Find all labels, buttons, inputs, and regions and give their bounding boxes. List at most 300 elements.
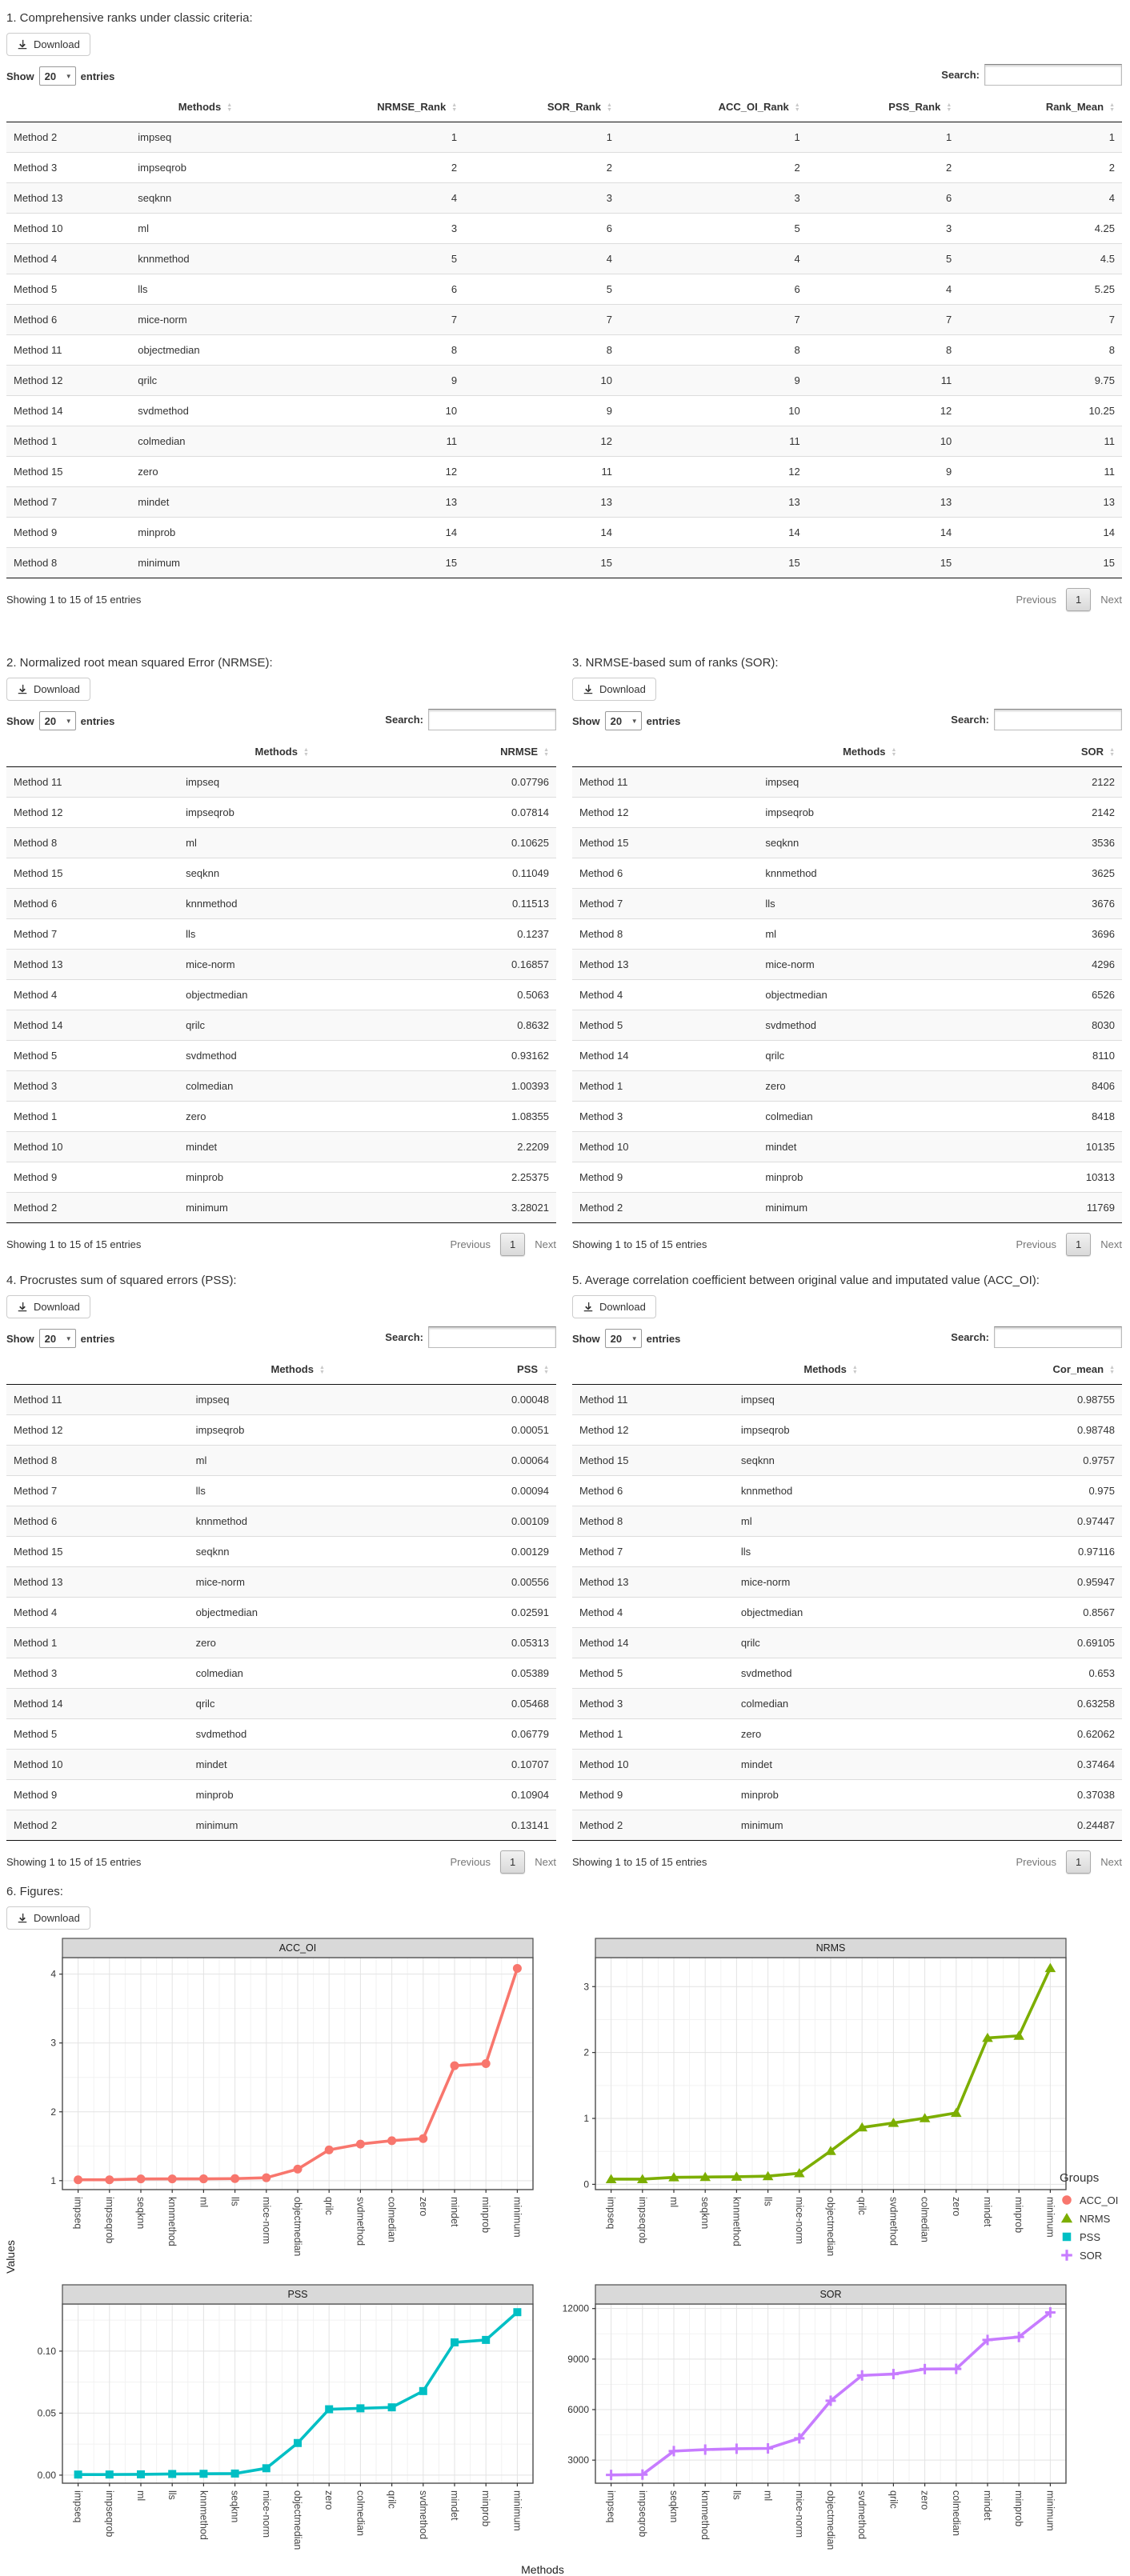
next-button[interactable]: Next	[1100, 594, 1122, 606]
cell-method: colmedian	[138, 435, 186, 447]
row-label: Method 4	[579, 989, 623, 1001]
cell-value: 0.98755	[1077, 1394, 1115, 1406]
cell-method: knnmethod	[195, 1515, 247, 1527]
figures-plot	[3, 1938, 1122, 2576]
show-label: Show	[6, 1332, 34, 1345]
cell-value: 6	[946, 192, 952, 204]
row-label: Method 4	[579, 1606, 623, 1618]
entries-label: entries	[80, 714, 115, 727]
page-number-button[interactable]: 1	[1066, 588, 1091, 611]
column-header-sor[interactable]: SOR ▲ ▼	[981, 737, 1122, 767]
row-label: Method 3	[579, 1110, 623, 1122]
previous-button[interactable]: Previous	[1016, 1856, 1057, 1868]
cell-value: 13	[600, 496, 612, 508]
cell-method: minimum	[138, 557, 181, 569]
row-label: Method 8	[14, 837, 58, 849]
cell-value: 0.37464	[1077, 1758, 1115, 1770]
cell-value: 1.00393	[511, 1080, 549, 1092]
row-label: Method 12	[579, 806, 629, 818]
cell-method: knnmethod	[765, 867, 817, 879]
x-tick-label: seqknn	[699, 2197, 711, 2230]
x-tick-label: minimum	[511, 2490, 523, 2531]
cell-method: lls	[195, 1485, 206, 1497]
row-label: Method 7	[14, 1485, 58, 1497]
row-label: Method 14	[579, 1050, 629, 1062]
download-button[interactable]: Download	[572, 1295, 656, 1318]
search-input[interactable]	[428, 1326, 556, 1348]
cell-value: 4.25	[1094, 222, 1115, 234]
sort-icon: ▲ ▼	[303, 746, 309, 758]
cor-mean-table	[572, 1354, 1122, 1841]
cell-value: 8	[451, 344, 458, 356]
next-button[interactable]: Next	[535, 1856, 556, 1868]
table-row	[6, 518, 1122, 548]
section-title: 3. NRMSE-based sum of ranks (SOR):	[572, 656, 779, 670]
cell-method: impseqrob	[765, 806, 815, 818]
cell-method: mindet	[138, 496, 170, 508]
table-row	[6, 1193, 556, 1223]
download-button[interactable]: Download	[6, 1295, 90, 1318]
x-tick-label: ml	[762, 2490, 774, 2502]
show-label: Show	[6, 70, 34, 82]
panel-acc-oi	[27, 1938, 539, 2284]
cell-value: 15	[940, 557, 952, 569]
x-tick-label: seqknn	[668, 2490, 679, 2523]
cell-value: 0.9757	[1083, 1454, 1115, 1466]
cell-method: minimum	[186, 1202, 228, 1214]
column-header-sor-rank[interactable]: SOR_Rank ▲ ▼	[464, 92, 619, 122]
sort-icon: ▲ ▼	[543, 746, 549, 758]
table-row	[6, 1628, 556, 1658]
cell-method: qrilc	[765, 1050, 785, 1062]
cell-value: 8	[606, 344, 612, 356]
table-row	[572, 1162, 1122, 1193]
x-tick-label: seqknn	[135, 2197, 146, 2230]
cell-value: 0.1237	[517, 928, 549, 940]
table-row	[6, 457, 1122, 487]
table-row	[572, 1537, 1122, 1567]
svg-text:3: 3	[583, 1981, 589, 1993]
table-row	[6, 919, 556, 950]
cell-value: 1	[946, 131, 952, 143]
cell-value: 2.25375	[511, 1171, 549, 1183]
cell-value: 0.00556	[511, 1576, 549, 1588]
cell-value: 15	[600, 557, 612, 569]
row-label: Method 7	[14, 928, 58, 940]
row-label: Method 11	[14, 344, 62, 356]
cell-value: 2122	[1092, 776, 1115, 788]
column-header-nrmse-rank[interactable]: NRMSE_Rank ▲ ▼	[280, 92, 465, 122]
cell-method: lls	[138, 283, 148, 295]
row-label: Method 10	[14, 222, 63, 234]
section-nrmse	[6, 650, 556, 1256]
cell-value: 3696	[1092, 928, 1115, 940]
cell-value: 10	[788, 405, 800, 417]
cell-value: 0.8632	[517, 1019, 549, 1031]
cell-value: 11	[601, 466, 612, 478]
cell-value: 5	[451, 253, 458, 265]
table-row	[572, 1102, 1122, 1132]
row-label: Method 9	[14, 526, 58, 538]
x-tick-label: mindet	[982, 2490, 993, 2521]
cell-value: 8110	[1092, 1050, 1115, 1062]
column-header-rowname	[6, 92, 130, 122]
cell-method: mice-norm	[765, 958, 815, 970]
sor-table	[572, 737, 1122, 1223]
row-label: Method 9	[579, 1789, 623, 1801]
table-row	[572, 1598, 1122, 1628]
cell-method: mice-norm	[138, 314, 187, 326]
x-tick-label: seqknn	[229, 2490, 241, 2523]
row-label: Method 14	[14, 1019, 63, 1031]
row-label: Method 3	[14, 1080, 58, 1092]
cell-value: 5	[606, 283, 612, 295]
table-row	[6, 548, 1122, 578]
x-tick-label: mice-norm	[793, 2490, 805, 2538]
table-row	[6, 1162, 556, 1193]
cell-value: 0.98748	[1077, 1424, 1115, 1436]
cell-method: ml	[138, 222, 149, 234]
cell-method: minprob	[138, 526, 176, 538]
cell-value: 14	[1103, 526, 1115, 538]
acc-oi-chart	[27, 1938, 539, 2284]
cell-value: 9	[946, 466, 952, 478]
cell-value: 14	[445, 526, 458, 538]
x-tick-label: minimum	[1044, 2490, 1056, 2531]
cell-method: zero	[765, 1080, 786, 1092]
table-row	[572, 1719, 1122, 1750]
x-tick-label: svdmethod	[888, 2197, 900, 2246]
cell-value: 8	[946, 344, 952, 356]
sort-icon: ▲ ▼	[794, 102, 800, 113]
download-icon	[583, 1302, 594, 1313]
svg-text:2: 2	[583, 2046, 589, 2058]
row-label: Method 4	[14, 1606, 58, 1618]
x-tick-label: mice-norm	[260, 2490, 272, 2538]
row-label: Method 9	[579, 1171, 623, 1183]
table-row	[6, 1041, 556, 1071]
cell-value: 3	[794, 192, 800, 204]
row-label: Method 5	[14, 283, 58, 295]
previous-button[interactable]: Previous	[450, 1238, 491, 1250]
search-input[interactable]	[428, 709, 556, 730]
row-label: Method 1	[579, 1080, 623, 1092]
x-tick-label: lls	[731, 2490, 743, 2500]
next-button[interactable]: Next	[1100, 1856, 1122, 1868]
show-label: Show	[572, 714, 600, 727]
table-row	[572, 1780, 1122, 1810]
table-row	[572, 767, 1122, 798]
table-row	[6, 1132, 556, 1162]
previous-button[interactable]: Previous	[1016, 1238, 1057, 1250]
page-size-select[interactable]: 20 ▼	[39, 66, 76, 86]
search-input[interactable]	[984, 64, 1122, 86]
row-label: Method 12	[14, 374, 63, 386]
panel-nrms	[560, 1938, 1072, 2284]
section-title: 2. Normalized root mean squared Error (NRMSE):	[6, 656, 273, 670]
table-row	[6, 1385, 556, 1415]
cell-method: impseq	[186, 776, 220, 788]
facet-strip-title: PSS	[287, 2289, 308, 2300]
x-tick-label: knnmethod	[166, 2197, 178, 2246]
chevron-down-icon: ▼	[631, 1334, 638, 1342]
cell-value: 3676	[1092, 898, 1115, 910]
cell-method: objectmedian	[138, 344, 200, 356]
legend-title: Groups	[1060, 2171, 1100, 2185]
row-label: Method 8	[579, 1515, 623, 1527]
page-number-button[interactable]: 1	[1066, 1850, 1091, 1874]
legend-label: SOR	[1080, 2249, 1103, 2262]
cell-value: 13	[788, 496, 800, 508]
column-header-rowname	[6, 1354, 189, 1385]
cell-value: 0.00048	[511, 1394, 549, 1406]
table-row	[6, 366, 1122, 396]
previous-button[interactable]: Previous	[1016, 594, 1057, 606]
cell-value: 4	[794, 253, 800, 265]
row-label: Method 2	[579, 1202, 623, 1214]
page-size-select[interactable]: 20 ▼	[605, 1329, 642, 1348]
svg-text:2: 2	[50, 2106, 56, 2118]
table-footer	[6, 588, 1122, 611]
row-label: Method 5	[579, 1667, 623, 1679]
cell-value: 0.00051	[511, 1424, 549, 1436]
cell-method: colmedian	[740, 1698, 789, 1710]
section-title: 5. Average correlation coefficient between original value and imputated value (ACC_OI):	[572, 1274, 1040, 1287]
row-label: Method 6	[14, 1515, 58, 1527]
cell-value: 1.08355	[511, 1110, 549, 1122]
page-number-button[interactable]: 1	[1066, 1233, 1091, 1256]
table-row	[572, 919, 1122, 950]
table-row	[572, 1628, 1122, 1658]
table-row	[572, 1567, 1122, 1598]
row-label: Method 11	[14, 776, 62, 788]
cell-value: 0.11513	[511, 898, 549, 910]
x-tick-label: ml	[198, 2197, 210, 2208]
table-row	[6, 426, 1122, 457]
cell-method: ml	[765, 928, 777, 940]
row-label: Method 10	[579, 1141, 629, 1153]
x-tick-label: colmedian	[355, 2490, 367, 2536]
table-row	[6, 828, 556, 858]
facet-strip-title: ACC_OI	[278, 1942, 317, 1954]
cell-method: ml	[186, 837, 197, 849]
column-header-cor-mean[interactable]: Cor_mean ▲ ▼	[928, 1354, 1122, 1385]
row-label: Method 9	[14, 1171, 58, 1183]
cell-value: 9	[451, 374, 458, 386]
cell-method: impseq	[138, 131, 172, 143]
row-label: Method 3	[14, 1667, 58, 1679]
page-size-select[interactable]: 20 ▼	[39, 1329, 76, 1348]
cell-value: 0.63258	[1077, 1698, 1115, 1710]
cell-value: 6	[794, 283, 800, 295]
row-label: Method 1	[14, 435, 58, 447]
next-button[interactable]: Next	[535, 1238, 556, 1250]
column-header-methods[interactable]: Methods ▲ ▼	[758, 737, 981, 767]
row-label: Method 15	[579, 837, 629, 849]
cell-method: colmedian	[195, 1667, 243, 1679]
table-row	[6, 1446, 556, 1476]
table-info: Showing 1 to 15 of 15 entries	[572, 1238, 707, 1250]
cell-value: 8418	[1092, 1110, 1115, 1122]
search-input[interactable]	[994, 709, 1122, 730]
page-size-select[interactable]: 20 ▼	[605, 711, 642, 730]
svg-text:0.05: 0.05	[37, 2407, 56, 2419]
row-label: Method 13	[14, 192, 63, 204]
x-tick-label: objectmedian	[825, 2490, 836, 2550]
entries-label: entries	[646, 1332, 681, 1345]
section-pss	[6, 1267, 556, 1874]
column-header-pss[interactable]: PSS ▲ ▼	[407, 1354, 556, 1385]
download-button[interactable]: Download	[6, 678, 90, 701]
column-header-methods[interactable]: Methods ▲ ▼	[130, 92, 279, 122]
x-tick-label: qrilc	[856, 2197, 868, 2215]
cell-value: 5	[946, 253, 952, 265]
row-label: Method 8	[14, 1454, 58, 1466]
cell-value: 14	[788, 526, 800, 538]
cell-method: mindet	[195, 1758, 227, 1770]
cell-method: impseqrob	[138, 162, 186, 174]
table-row	[6, 767, 556, 798]
table-row	[6, 798, 556, 828]
cell-value: 0.05313	[511, 1637, 549, 1649]
x-tick-label: ml	[668, 2197, 679, 2208]
x-tick-label: impseqrob	[103, 2197, 115, 2244]
table-row	[6, 1537, 556, 1567]
download-button[interactable]: Download	[572, 678, 656, 701]
table-row	[6, 1598, 556, 1628]
column-header-acc-oi-rank[interactable]: ACC_OI_Rank ▲ ▼	[619, 92, 807, 122]
cell-value: 0.06779	[511, 1728, 549, 1740]
x-tick-label: objectmedian	[825, 2197, 836, 2257]
section-title: 6. Figures:	[6, 1885, 63, 1898]
column-header-rowname	[6, 737, 178, 767]
cell-method: impseq	[195, 1394, 230, 1406]
cell-value: 2142	[1092, 806, 1115, 818]
row-label: Method 13	[14, 1576, 63, 1588]
row-label: Method 12	[579, 1424, 629, 1436]
column-header-rank-mean[interactable]: Rank_Mean ▲ ▼	[959, 92, 1122, 122]
download-button[interactable]: Download	[6, 1906, 90, 1930]
svg-text:4: 4	[50, 1968, 56, 1980]
cell-method: lls	[765, 898, 775, 910]
next-button[interactable]: Next	[1100, 1238, 1122, 1250]
column-header-methods[interactable]: Methods ▲ ▼	[734, 1354, 928, 1385]
x-tick-label: knnmethod	[731, 2197, 743, 2246]
table-info: Showing 1 to 15 of 15 entries	[6, 1856, 142, 1868]
cell-method: ml	[740, 1515, 752, 1527]
row-label: Method 2	[579, 1819, 623, 1831]
search-input[interactable]	[994, 1326, 1122, 1348]
download-icon	[17, 1302, 28, 1313]
cell-method: svdmethod	[195, 1728, 247, 1740]
x-tick-label: impseqrob	[103, 2490, 115, 2538]
cell-value: 0.00109	[511, 1515, 549, 1527]
cell-value: 0.37038	[1077, 1789, 1115, 1801]
cell-value: 11	[1104, 466, 1115, 478]
table-row	[6, 335, 1122, 366]
cell-value: 3	[451, 222, 458, 234]
row-label: Method 8	[579, 928, 623, 940]
x-tick-label: svdmethod	[355, 2197, 367, 2246]
cell-method: objectmedian	[740, 1606, 803, 1618]
sor-chart	[560, 2284, 1072, 2563]
pss-chart	[27, 2284, 539, 2563]
row-label: Method 7	[14, 496, 58, 508]
cell-method: qrilc	[138, 374, 158, 386]
table-row	[572, 828, 1122, 858]
row-label: Method 4	[14, 253, 58, 265]
table-row	[6, 950, 556, 980]
column-header-pss-rank[interactable]: PSS_Rank ▲ ▼	[807, 92, 960, 122]
cell-value: 2	[451, 162, 458, 174]
column-header-methods[interactable]: Methods ▲ ▼	[178, 737, 385, 767]
cell-value: 0.00094	[511, 1485, 549, 1497]
cell-value: 4	[606, 253, 612, 265]
column-header-methods[interactable]: Methods ▲ ▼	[189, 1354, 407, 1385]
cell-method: mindet	[740, 1758, 772, 1770]
cell-value: 4296	[1092, 958, 1115, 970]
x-tick-label: mice-norm	[260, 2197, 272, 2245]
cell-value: 5.25	[1094, 283, 1115, 295]
cell-method: objectmedian	[765, 989, 827, 1001]
svg-text:0.00: 0.00	[37, 2469, 56, 2481]
x-axis-title: Methods	[521, 2563, 564, 2576]
download-icon	[583, 684, 594, 695]
entries-label: entries	[80, 1332, 115, 1345]
column-header-rowname	[572, 1354, 734, 1385]
x-tick-label: zero	[417, 2197, 429, 2217]
facet-strip-title: SOR	[819, 2289, 842, 2300]
cell-value: 3	[946, 222, 952, 234]
row-label: Method 15	[14, 867, 63, 879]
row-label: Method 2	[14, 1202, 58, 1214]
x-tick-label: impseqrob	[636, 2197, 648, 2244]
table-row	[572, 1810, 1122, 1841]
cell-value: 8	[794, 344, 800, 356]
page-number-button[interactable]: 1	[500, 1850, 525, 1874]
cell-value: 1	[451, 131, 458, 143]
row-label: Method 9	[14, 1789, 58, 1801]
cell-method: zero	[740, 1728, 762, 1740]
cell-value: 10313	[1085, 1171, 1115, 1183]
cell-value: 2.2209	[517, 1141, 549, 1153]
cell-value: 12	[940, 405, 952, 417]
table-row	[6, 1810, 556, 1841]
table-row	[572, 1132, 1122, 1162]
entries-label: entries	[80, 70, 115, 82]
ranks-table	[6, 92, 1122, 578]
row-label: Method 1	[579, 1728, 623, 1740]
table-row	[6, 214, 1122, 244]
svg-text:1: 1	[583, 2113, 589, 2125]
svg-text:0.10: 0.10	[37, 2345, 56, 2357]
page-size-select[interactable]: 20 ▼	[39, 711, 76, 730]
cell-method: objectmedian	[195, 1606, 258, 1618]
cell-value: 3536	[1092, 837, 1115, 849]
sort-icon: ▲ ▼	[1109, 102, 1115, 113]
cell-method: zero	[195, 1637, 216, 1649]
cell-value: 2	[1108, 162, 1115, 174]
cell-method: qrilc	[740, 1637, 760, 1649]
cell-value: 0.07796	[511, 776, 549, 788]
page-number-button[interactable]: 1	[500, 1233, 525, 1256]
table-row	[572, 950, 1122, 980]
column-header-nrmse[interactable]: NRMSE ▲ ▼	[385, 737, 556, 767]
previous-button[interactable]: Previous	[450, 1856, 491, 1868]
x-tick-label: colmedian	[919, 2197, 931, 2242]
download-button[interactable]: Download	[6, 33, 90, 56]
cell-method: mice-norm	[740, 1576, 791, 1588]
